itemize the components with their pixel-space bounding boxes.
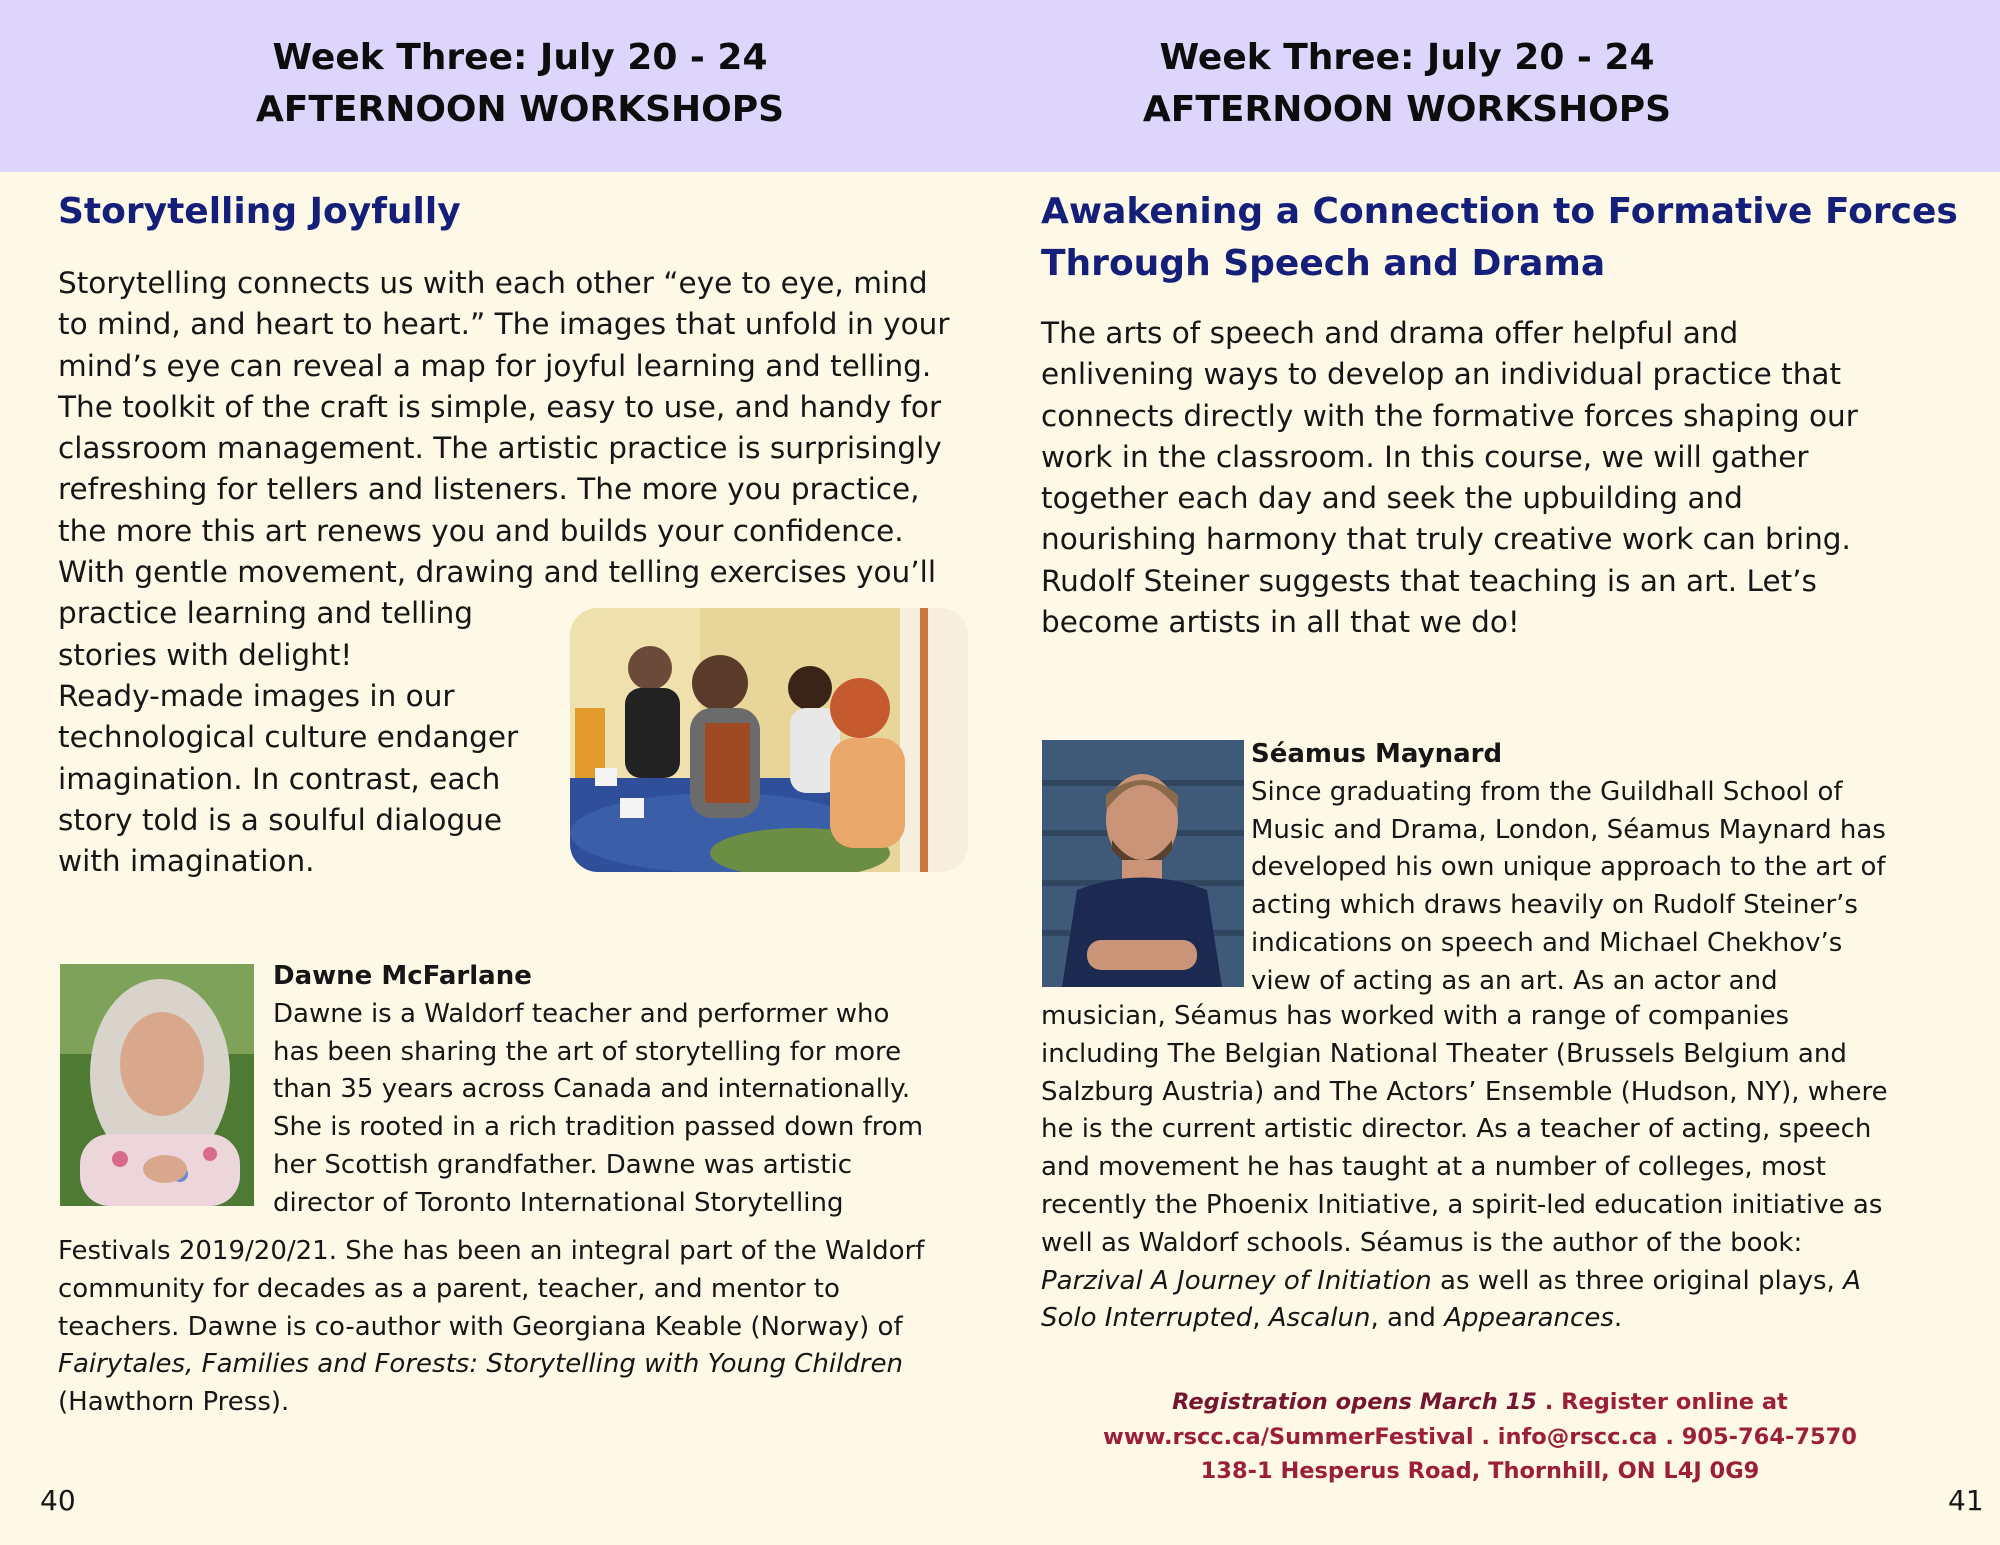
text-line: Festivals 2019/20/21. She has been an integral part of the Waldorf [58, 1236, 925, 1266]
dawne-book-title: Fairytales, Families and Forests: Storytelling with Young Children [58, 1349, 903, 1380]
text-line: stories with delight! [58, 637, 353, 672]
text-line: teachers. Dawne is co-author with Georgiana Keable (Norway) of [58, 1311, 903, 1342]
header-band [0, 0, 2000, 172]
text-line: than 35 years across Canada and internationally. [273, 1074, 911, 1105]
text-line: practice learning and telling [58, 596, 473, 631]
text-line: connects directly with the formative forces shaping our [1041, 398, 1858, 433]
text-line: imagination. In contrast, each [58, 761, 501, 796]
text-line: technological culture endanger [58, 720, 519, 755]
text-line: well as Waldorf schools. Séamus is the author of the book: [1041, 1227, 1803, 1258]
text-fragment: , and [1370, 1303, 1445, 1334]
text-line: her Scottish grandfather. Dawne was artistic [273, 1149, 852, 1180]
header-left-title: AFTERNOON WORKSHOPS [255, 89, 785, 130]
text-line: view of acting as an art. As an actor and [1251, 965, 1778, 996]
text-line: With gentle movement, drawing and telling exercises you’ll [58, 555, 937, 590]
header-left [20, 32, 1020, 136]
text-line: including The Belgian National Theater (Brussels Belgium and [1041, 1038, 1847, 1069]
text-line: musician, Séamus has worked with a range of companies [1041, 1001, 1790, 1031]
text-line: become artists in all that we do! [1041, 605, 1520, 640]
text-line: Since graduating from the Guildhall School of [1251, 776, 1843, 807]
page-number-right: 41 [1948, 1484, 1984, 1517]
dawne-name: Dawne McFarlane [273, 961, 532, 991]
text-line: indications on speech and Michael Chekhov’s [1251, 927, 1843, 958]
text-fragment: , [1252, 1303, 1269, 1334]
text-line: Dawne is a Waldorf teacher and performer who [273, 998, 890, 1029]
registration-contact[interactable]: www.rscc.ca/SummerFestival . info@rscc.ca . 905-764-7570 [1103, 1423, 1857, 1450]
register-online-text: . Register online at [1536, 1389, 1788, 1415]
text-line: and movement he has taught at a number of colleges, most [1041, 1152, 1826, 1183]
seamus-bio-full [1041, 998, 1981, 1338]
text-line: Music and Drama, London, Séamus Maynard has [1251, 814, 1886, 845]
dawne-portrait-photo [60, 964, 254, 1206]
text-line [1041, 1300, 1981, 1338]
text-line: story told is a soulful dialogue [58, 802, 503, 837]
play-title: Ascalun [1268, 1303, 1371, 1334]
text-line: to mind, and heart to heart.” The images that unfold in your [58, 307, 950, 342]
play-title-fragment: Solo Interrupted [1041, 1303, 1253, 1334]
right-description [1041, 313, 1961, 643]
header-right-title: AFTERNOON WORKSHOPS [1142, 89, 1672, 130]
header-right [907, 32, 1907, 136]
right-workshop-title [1041, 186, 1958, 290]
text-line: has been sharing the art of storytelling for more [273, 1036, 902, 1067]
header-right-week: Week Three: July 20 - 24 [1159, 37, 1655, 78]
registration-line-1 [1000, 1385, 1960, 1420]
text-line: (Hawthorn Press). [58, 1387, 290, 1418]
dawne-bio-side [273, 958, 973, 1223]
text-line: the more this art renews you and builds your confidence. [58, 513, 904, 548]
text-line [1041, 1263, 1981, 1301]
text-line: acting which draws heavily on Rudolf Steiner’s [1251, 890, 1858, 921]
text-line: The toolkit of the craft is simple, easy to use, and handy for [58, 389, 942, 424]
text-line: together each day and seek the upbuilding and [1041, 481, 1743, 516]
workshop-group-photo [570, 608, 968, 872]
text-line: refreshing for tellers and listeners. The more you practice, [58, 472, 920, 507]
text-line: Storytelling connects us with each other “eye to eye, mind [58, 266, 928, 300]
registration-info [1000, 1385, 1960, 1489]
text-line: The arts of speech and drama offer helpful and [1041, 316, 1739, 350]
text-line: community for decades as a parent, teacher, and mentor to [58, 1273, 840, 1304]
text-line: he is the current artistic director. As a teacher of acting, speech [1041, 1114, 1872, 1145]
text-line: developed his own unique approach to the art of [1251, 852, 1886, 883]
text-line: with imagination. [58, 844, 315, 879]
title-line: Through Speech and Drama [1041, 243, 1606, 284]
registration-opens: Registration opens March 15 [1172, 1389, 1537, 1415]
text-line: enlivening ways to develop an individual practice that [1041, 357, 1842, 392]
seamus-portrait-photo [1042, 740, 1244, 987]
text-line: classroom management. The artistic practice is surprisingly [58, 431, 942, 466]
text-line: work in the classroom. In this course, we will gather [1041, 439, 1809, 474]
text-line: director of Toronto International Storytelling [273, 1187, 844, 1218]
dawne-bio-full [58, 1233, 998, 1422]
text-line: mind’s eye can reveal a map for joyful learning and telling. [58, 348, 932, 383]
text-line: Ready-made images in our [58, 678, 455, 713]
text-fragment: . [1613, 1303, 1623, 1334]
registration-address: 138-1 Hesperus Road, Thornhill, ON L4J 0G9 [1200, 1458, 1760, 1484]
left-workshop-title: Storytelling Joyfully [58, 191, 461, 232]
text-line: Salzburg Austria) and The Actors’ Ensemble (Hudson, NY), where [1041, 1076, 1888, 1107]
play-title: Appearances [1444, 1303, 1614, 1334]
seamus-book-title: Parzival A Journey of Initiation [1041, 1265, 1432, 1296]
text-line: nourishing harmony that truly creative work can bring. [1041, 522, 1851, 557]
seamus-name: Séamus Maynard [1251, 739, 1503, 769]
text-line: She is rooted in a rich tradition passed down from [273, 1112, 924, 1143]
header-left-week: Week Three: July 20 - 24 [272, 37, 768, 78]
page-number-left: 40 [40, 1484, 76, 1517]
text-line: recently the Phoenix Initiative, a spirit-led education initiative as [1041, 1189, 1883, 1220]
play-title-fragment: A [1843, 1265, 1861, 1296]
seamus-bio-side [1251, 736, 1971, 1001]
text-line: Rudolf Steiner suggests that teaching is an art. Let’s [1041, 563, 1817, 598]
title-line: Awakening a Connection to Formative Forces [1041, 191, 1958, 232]
text-fragment: as well as three original plays, [1431, 1265, 1844, 1296]
